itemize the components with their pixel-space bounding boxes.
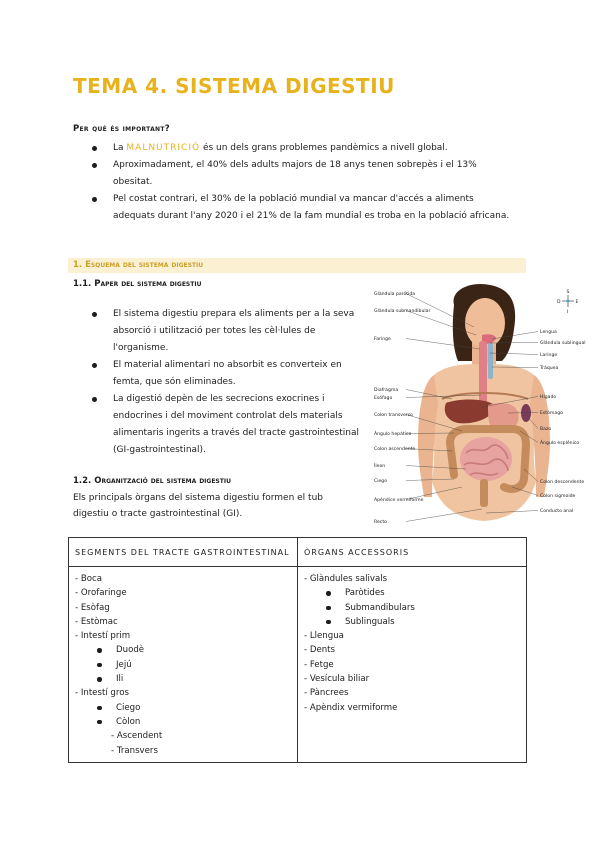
figure-label: Hígado <box>540 395 557 400</box>
why-heading: Per què és important? <box>73 124 170 134</box>
esophagus-shape <box>479 341 487 405</box>
list-item <box>75 701 297 715</box>
list-item-label: Sublinguals <box>345 616 395 627</box>
subsection-heading: 1.1. Paper del sistema digestiu <box>73 279 202 289</box>
figure-label: Ciego <box>374 479 388 484</box>
malnutrition-highlight: MALNUTRICIÓ <box>126 143 201 153</box>
figure-label: Glàndula parótida <box>374 292 416 297</box>
list-item <box>304 586 526 600</box>
table-row <box>69 567 527 763</box>
figure-label: Colon descendente <box>540 480 585 485</box>
table-header-row <box>69 538 527 567</box>
figure-label: Glándula sublingual <box>540 341 586 346</box>
compass-south: I <box>566 310 569 315</box>
list-item-label: Submandibulars <box>345 602 415 613</box>
list-item-label: Còlon <box>116 716 141 727</box>
why-list <box>92 140 512 225</box>
segments-cell <box>69 567 298 763</box>
list-item <box>304 601 526 615</box>
anatomy-figure <box>362 283 600 529</box>
column-header-segments: SEGMENTS DEL TRACTE GASTROINTESTINAL <box>69 538 298 567</box>
section-heading: 1. Esquema del sistema digestiu <box>73 260 204 270</box>
list-item <box>75 672 297 686</box>
list-item: El sistema digestiu prepara els aliments per a la seva absorció i utilització per totes les cèl·lules de l'organisme. <box>92 306 360 357</box>
rectum-shape <box>480 479 488 507</box>
list-item: La MALNUTRICIÓ és un dels grans problemes pandèmics a nivell global. <box>92 140 512 157</box>
orientation-compass <box>557 289 579 315</box>
figure-label: Colon ascendente <box>374 447 416 452</box>
figure-label: Recto <box>374 520 387 525</box>
figure-label: Ángulo hepático <box>374 432 412 437</box>
list-item <box>304 615 526 629</box>
figure-label: Apéndice vermiforme <box>374 498 424 503</box>
list-item: - Glàndules salivals <box>304 574 388 584</box>
list-item: La digestió depèn de les secrecions exocrines i endocrines i del moviment controlat dels materials alimentaris ingerits a través del tracte gastrointestinal (GI-gastrointestinal). <box>92 391 360 459</box>
role-list <box>92 306 360 459</box>
figure-label: Faringe <box>374 337 391 342</box>
list-item <box>75 658 297 672</box>
list-item: - Llengua <box>304 631 344 642</box>
digestive-system-illustration <box>362 283 600 529</box>
list-item-label: Ciego <box>116 702 141 713</box>
figure-label: Colon transverso <box>374 413 413 418</box>
list-item-label: Ili <box>116 674 124 685</box>
compass-west: D <box>557 299 561 305</box>
accessory-organs-cell <box>298 567 527 763</box>
figure-label: Lengua <box>540 330 557 335</box>
list-item <box>75 715 297 729</box>
compass-east: E <box>575 299 579 305</box>
list-item-label: Duodè <box>116 645 145 656</box>
figure-label: Colon sigmoide <box>540 494 576 499</box>
list-item: - Apèndix vermiforme <box>304 702 398 713</box>
list-item: - Estòmac <box>75 616 118 627</box>
list-item: - Dents <box>304 645 336 656</box>
figure-label: Estómago <box>540 411 563 416</box>
organs-table <box>68 537 527 763</box>
list-item: - Orofaringe <box>75 588 127 599</box>
column-header-accessory: ÒRGANS ACCESSORIS <box>298 538 527 567</box>
list-item: - Esòfag <box>75 602 110 613</box>
figure-label: Íleon <box>374 464 386 469</box>
spleen-shape <box>521 404 531 422</box>
list-item: - Vesícula biliar <box>304 674 370 685</box>
list-item: - Transvers <box>111 745 158 756</box>
figure-label: Diafragma <box>374 388 399 393</box>
figure-label: Esófago <box>374 396 393 401</box>
trachea-shape <box>488 343 493 379</box>
list-item-label: Jejú <box>116 659 132 670</box>
figure-label: Bazo <box>540 427 552 432</box>
list-item: - Intestí prim <box>75 631 131 642</box>
list-item <box>75 643 297 657</box>
list-item: - Pàncrees <box>304 688 349 699</box>
list-item: - Boca <box>75 574 102 584</box>
figure-label: Tráquea <box>540 366 559 371</box>
section-heading-bar <box>68 258 526 273</box>
list-item: El material alimentari no absorbit es converteix en femta, que són eliminades. <box>92 357 360 391</box>
list-item: - Fetge <box>304 659 334 670</box>
subsection-heading: 1.2. Organització del sistema digestiu <box>73 476 231 486</box>
list-item: - Intestí gros <box>75 688 129 699</box>
compass-north: S <box>566 290 570 295</box>
list-item: Pel costat contrari, el 30% de la població mundial va mancar d'accés a aliments adequats durant l'any 2020 i el 21% de la fam mundial es troba en la població africana. <box>92 191 512 225</box>
page-title: TEMA 4. SISTEMA DIGESTIU <box>73 74 395 98</box>
figure-label: Glàndula submandibular <box>374 309 431 314</box>
list-item-label: Paròtides <box>345 588 385 599</box>
figure-label: Conducto anal <box>540 509 574 514</box>
list-item: - Ascendent <box>111 731 163 742</box>
list-item: Aproximadament, el 40% dels adults majors de 18 anys tenen sobrepès i el 13% obesitat. <box>92 157 512 191</box>
figure-label: Laringe <box>540 353 558 358</box>
organization-text: Els principals òrgans del sistema digestiu formen el tub digestiu o tracte gastrointestinal (GI). <box>73 493 323 519</box>
figure-label: Ángulo esplénico <box>540 441 580 446</box>
